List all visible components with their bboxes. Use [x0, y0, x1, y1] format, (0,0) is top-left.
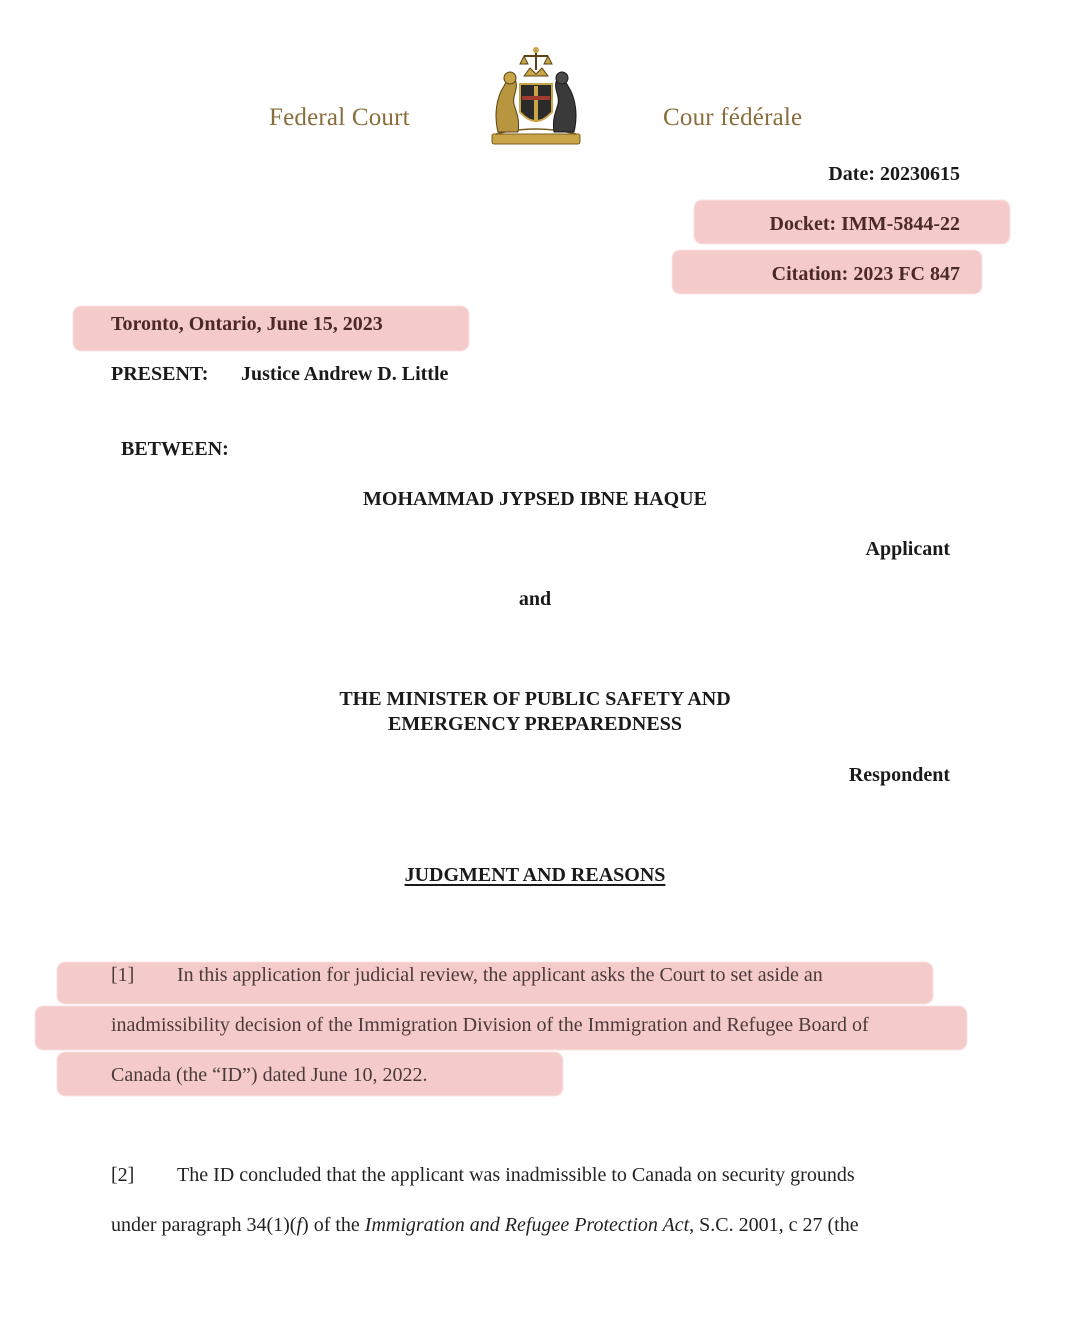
paragraph-text: , S.C. 2001, c 27 (the	[689, 1214, 859, 1236]
paragraph-text: In this application for judicial review, the applicant asks the Court to set aside an	[177, 964, 823, 986]
paragraph-number: [1]	[111, 964, 135, 986]
paragraph-text: The ID concluded that the applicant was inadmissible to Canada on security grounds	[177, 1164, 855, 1186]
paragraph-1-line-1	[111, 964, 823, 987]
citation: Citation: 2023 FC 847	[771, 263, 960, 285]
paragraph-1-line-3: Canada (the “ID”) dated June 10, 2022.	[111, 1064, 428, 1086]
paragraph-1-line-2: inadmissibility decision of the Immigration Division of the Immigration and Refugee Board of	[111, 1014, 869, 1036]
court-name-english: Federal Court	[269, 104, 410, 131]
paragraph-subparagraph-letter: f	[296, 1214, 303, 1236]
respondent-role: Respondent	[848, 764, 950, 786]
paragraph-2-line-2	[111, 1214, 859, 1237]
between-label: BETWEEN:	[121, 438, 229, 460]
respondent-name-line2: EMERGENCY PREPAREDNESS	[388, 713, 682, 735]
statute-title: Immigration and Refugee Protection Act	[364, 1214, 690, 1236]
presiding-judge: Justice Andrew D. Little	[241, 363, 449, 385]
paragraph-2-line-1	[111, 1164, 855, 1187]
present-label: PRESENT:	[111, 363, 209, 385]
paragraph-number: [2]	[111, 1164, 135, 1186]
paragraph-text: ) of the	[302, 1214, 365, 1236]
and-separator: and	[518, 588, 552, 610]
decision-date: Date: 20230615	[828, 163, 960, 185]
applicant-role: Applicant	[865, 538, 950, 560]
respondent-name-line1: THE MINISTER OF PUBLIC SAFETY AND	[339, 688, 731, 710]
paragraph-text: under paragraph 34(1)(	[111, 1214, 297, 1236]
place-and-date: Toronto, Ontario, June 15, 2023	[111, 313, 383, 335]
judgment-heading: JUDGMENT AND REASONS	[404, 864, 666, 886]
docket-number: Docket: IMM-5844-22	[769, 213, 960, 235]
court-name-french: Cour fédérale	[663, 104, 803, 131]
court-crest-icon	[488, 46, 584, 148]
applicant-name: MOHAMMAD JYPSED IBNE HAQUE	[363, 488, 707, 510]
